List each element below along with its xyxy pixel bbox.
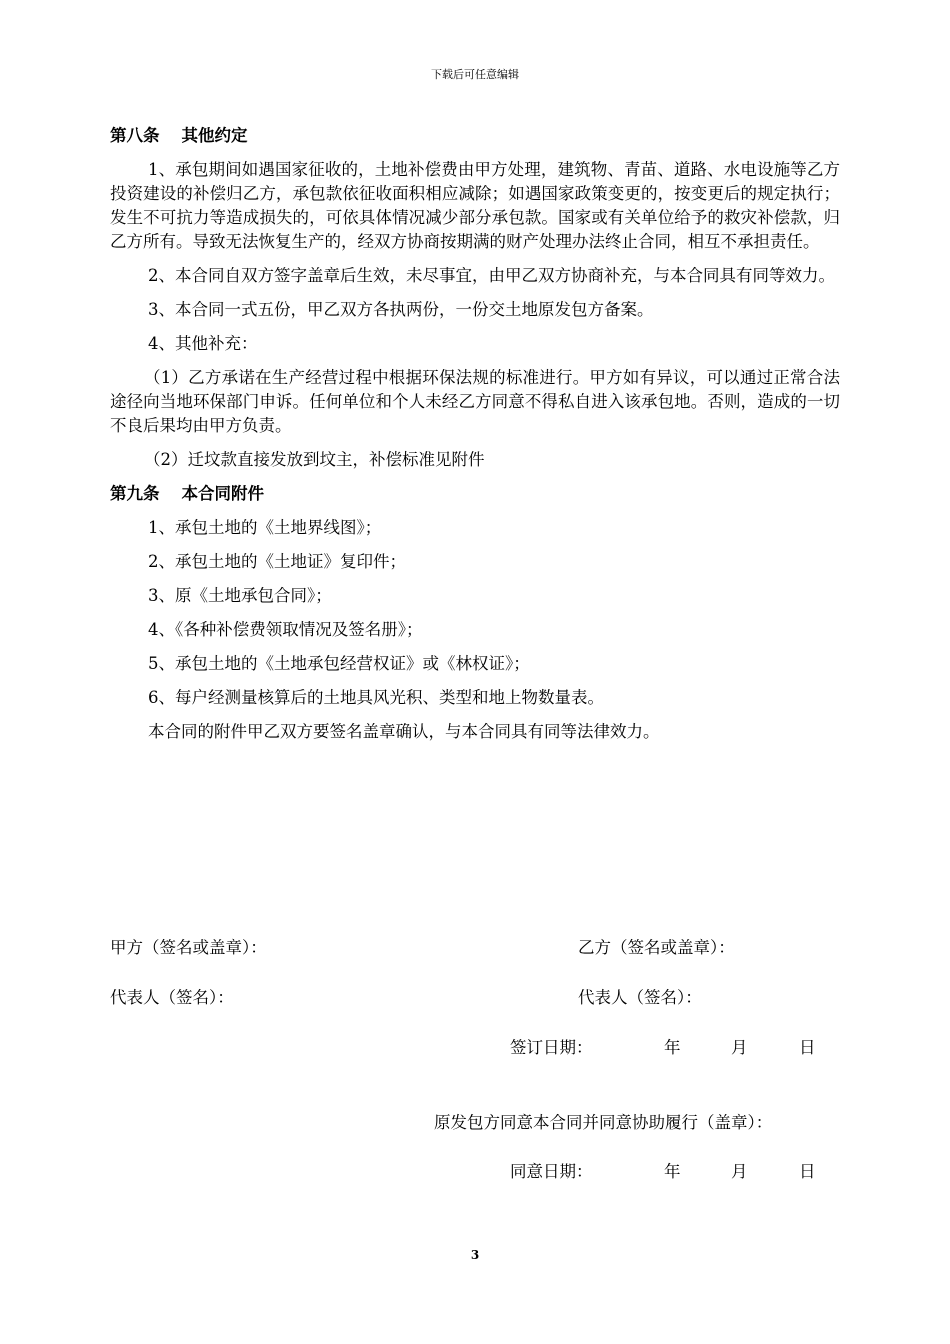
article-8-para-4: 4、其他补充： — [148, 334, 258, 353]
article-8-number: 第八条 — [110, 126, 160, 145]
party-b-signature: 乙方（签名或盖章）： — [578, 938, 735, 957]
attachment-item-2: 2、承包土地的《土地证》复印件； — [148, 552, 406, 571]
article-9-heading — [110, 482, 840, 506]
article-9-number: 第九条 — [110, 484, 160, 503]
attachment-item-1: 1、承包土地的《土地界线图》； — [148, 518, 382, 537]
attachment-item-3: 3、原《土地承包合同》； — [148, 586, 332, 605]
article-8-title: 其他约定 — [181, 126, 248, 145]
article-8-sub-2: （2）迁坟款直接发放到坟主，补偿标准见附件 — [144, 450, 485, 469]
article-8-heading — [110, 124, 840, 148]
agree-date-month: 月 — [731, 1162, 748, 1181]
sign-date-day: 日 — [799, 1038, 816, 1057]
agree-date-label: 同意日期： — [510, 1162, 593, 1181]
article-8-para-2: 2、本合同自双方签字盖章后生效，未尽事宜，由甲乙双方协商补充，与本合同具有同等效力。 — [148, 266, 835, 285]
document-body — [110, 124, 840, 754]
article-9-title: 本合同附件 — [181, 484, 264, 503]
article-8-para-3: 3、本合同一式五份，甲乙双方各执两份，一份交土地原发包方备案。 — [148, 300, 654, 319]
agree-date-year: 年 — [664, 1162, 681, 1181]
party-a-representative: 代表人（签名）： — [110, 988, 234, 1007]
attachment-item-6: 6、每户经测量核算后的土地具风光积、类型和地上物数量表。 — [148, 688, 604, 707]
page-number: 3 — [470, 1248, 480, 1262]
attachment-note: 本合同的附件甲乙双方要签名盖章确认，与本合同具有同等法律效力。 — [148, 722, 660, 741]
sign-date-month: 月 — [731, 1038, 748, 1057]
attachment-item-4: 4、《各种补偿费领取情况及签名册》； — [148, 620, 423, 639]
sign-date-label: 签订日期： — [510, 1038, 593, 1057]
article-8-para-1: 1、承包期间如遇国家征收的，土地补偿费由甲方处理，建筑物、青苗、道路、水电设施等乙方投资建设的补偿归乙方，承包款依征收面积相应减除；如遇国家政策变更的，按变更后的规定执行；发生不可抗力等造成损失的，可依具体情况减少部分承包款。国家或有关单位给予的救灾补偿款，归乙方所有。导致无法恢复生产的，经双方协商按期满的财产处理办法终止合同，相互不承担责任。 — [110, 160, 840, 251]
article-8-sub-1: （1）乙方承诺在生产经营过程中根据环保法规的标准进行。甲方如有异议，可以通过正常合法途径向当地环保部门申诉。任何单位和个人未经乙方同意不得私自进入该承包地。否则，造成的一切不良后果均由甲方负责。 — [110, 368, 840, 435]
sign-date-year: 年 — [664, 1038, 681, 1057]
agree-date-day: 日 — [799, 1162, 816, 1181]
party-b-representative: 代表人（签名）： — [578, 988, 702, 1007]
party-a-signature: 甲方（签名或盖章）： — [110, 938, 267, 957]
attachment-item-5: 5、承包土地的《土地承包经营权证》或《林权证》； — [148, 654, 530, 673]
page-header-note: 下载后可任意编辑 — [431, 68, 519, 81]
original-party-consent: 原发包方同意本合同并同意协助履行（盖章）： — [434, 1113, 773, 1132]
